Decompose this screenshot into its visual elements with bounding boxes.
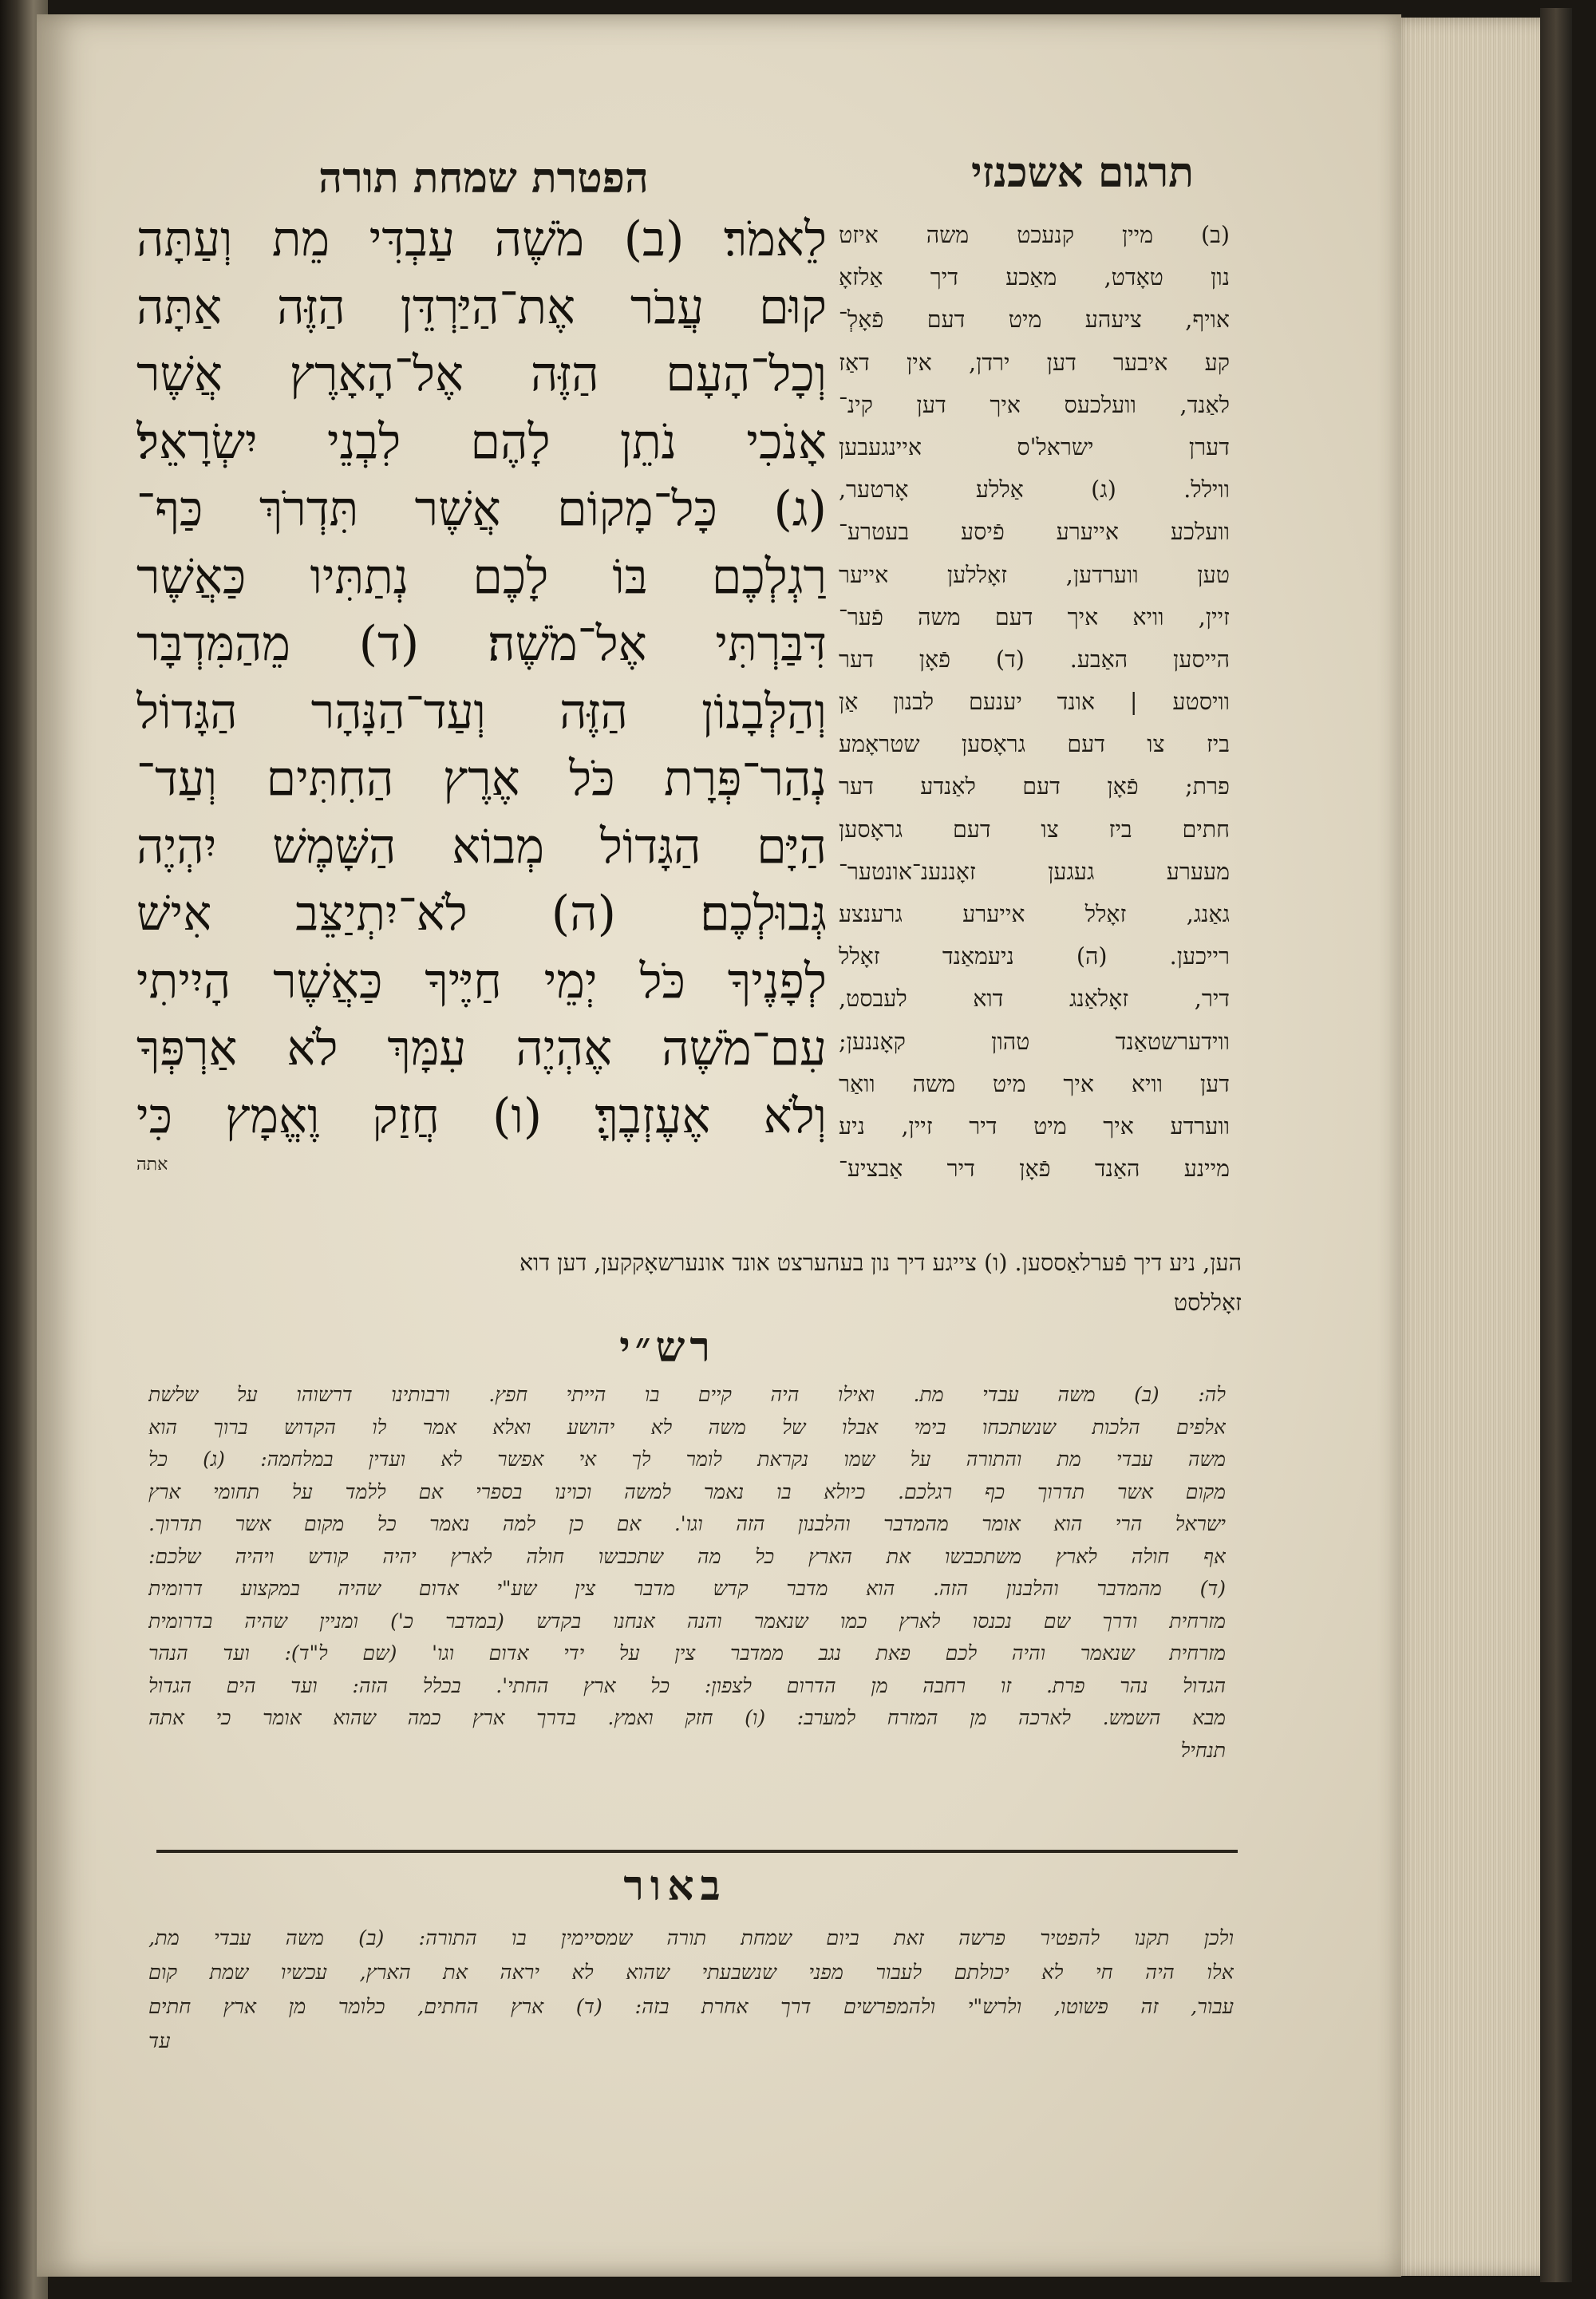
running-head-targum: תרגום אשכנזי <box>971 148 1194 197</box>
translation-line: לאַנד, וועלכעס איך דען קינ־ <box>839 391 1230 418</box>
commentary-line: (ד) מהמדבר והלבנון הזה. הוא מדבר קדש מדבר צין שע"י אדום שהיה במקצוע דרומית <box>148 1577 1226 1600</box>
commentary-line: אלפים הלכות שנשתכחו בימי אבלו של משה לא יהושע ואלא אמר לו הקדוש ברוך הוא <box>148 1415 1226 1439</box>
running-head-haftarah: הפטרת שמחת תורה <box>318 154 649 203</box>
text-line: נְהַר־פְּרָת כֹּל אֶרֶץ הַחִתִּים וְעַד־ <box>136 751 827 807</box>
translation-line: אויף, ציעהע מיט דעם פֿאָלְ־ <box>839 306 1230 334</box>
text-line: קוּם עֲבֹר אֶת־הַיַּרְדֵּן הַזֶּה אַתָּה <box>136 278 827 335</box>
translation-line: מעערע געגען זאָננענ־אונטער־ <box>839 858 1230 885</box>
translation-line: מיינע האַנד פֿאָן דיר אַבציע־ <box>839 1155 1230 1183</box>
commentary-line: לה: (ב) משה עבדי מת. ואילו היה קיים בו הייתי חפץ. ורבותינו דרשוהו על שלשת <box>148 1383 1226 1406</box>
text-line: וְכָל־הָעָם הַזֶּה אֶל־הָאָרֶץ אֲשֶׁר <box>136 346 827 402</box>
translation-line: ווידערשטאַנד טהון קאָננען; <box>839 1028 1230 1055</box>
commentary-line: עד <box>148 2029 171 2053</box>
text-line: וְהַלְּבָנוֹן הַזֶּה וְעַד־הַנָּהָר הַגָּדוֹל <box>136 683 827 740</box>
translation-line: רייכען. (ה) ניעמאַנד זאָלל <box>839 943 1230 970</box>
biur-heading: באור <box>623 1862 727 1910</box>
translation-line: פרת; פֿאָן דעם לאַנדע דער <box>839 773 1230 800</box>
translation-line: ביז צו דעם גראָסען שטראָמע <box>839 731 1230 758</box>
commentary-line: עבור, זה פשוטו, ולרש"י ולהמפרשים דרך אחרת בזה: (ד) ארץ החתים, כלומר מן ארץ חתים <box>148 1995 1234 2019</box>
commentary-line: תנחיל <box>1180 1738 1226 1762</box>
main-hebrew-text <box>136 206 827 1150</box>
translation-line: זאָללסט <box>1173 1290 1242 1316</box>
text-line: לֵאמֹר׃ (ב) מֹשֶׁה עַבְדִּי מֵת וְעַתָּה <box>136 211 827 267</box>
translation-line: הייסען האַבע. (ד) פֿאָן דער <box>839 646 1230 673</box>
commentary-line: אלו היה חי לא יכולתם לעבור מפני שנשבעתי שהוא לא יראה את הארץ, עכשיו שמת קום <box>148 1961 1234 1985</box>
commentary-line: משה עבדי מת והתורה על שמו נקראת לומר לך אי אפשר לא ועדין במלחמה: (ג) כל <box>148 1448 1226 1471</box>
translation-line: דערן ישראל'ס איינגעבען <box>839 433 1230 460</box>
translation-line: (ב) מיין קנעכט משה איזט <box>839 222 1230 248</box>
text-line: גְּבוּלְכֶם׃ (ה) לֹא־יִתְיַצֵּב אִישׁ <box>136 886 827 942</box>
translation-line: גאַנג, זאָלל אייערע גרענצע <box>839 901 1230 927</box>
book-page <box>37 14 1401 2277</box>
rashi-commentary <box>148 1379 1226 1767</box>
section-divider <box>156 1850 1238 1853</box>
text-line: הַיָּם הַגָּדוֹל מְבוֹא הַשָּׁמֶשׁ יִהְיֶה <box>136 818 827 875</box>
commentary-line: מקום אשר תדרוך כף רגלכם. כיולא בו נאמר למשה וכוינו בספרי אם ללמד על תחומי ארץ <box>148 1479 1226 1503</box>
translation-line: דען וויא איך מיט משה וואַר <box>839 1070 1230 1097</box>
yiddish-translation-column <box>839 214 1230 1190</box>
text-line: (ג) כָּל־מָקוֹם אֲשֶׁר תִּדְרֹךְ כַּף־ <box>136 481 827 537</box>
book-cover-edge <box>1540 8 1572 2282</box>
translation-line: זיין, וויא איך דעם משה פֿער־ <box>839 603 1230 630</box>
text-line: לְפָנֶיךָ כֹּל יְמֵי חַיֶּיךָ כַּאֲשֶׁר הָיִיתִי <box>136 953 827 1009</box>
commentary-line: מזרחית ודרך שם נכנסו לארץ כמו שנאמר והנה אנחנו בקדש (במדבר כ') ומניין שהיה בדרומית <box>148 1609 1226 1633</box>
translation-line: נון טאָדט, מאַכע דיך אַלזאָ <box>839 264 1230 291</box>
translation-line: וויסטע | אונד יענעם לבנון אַן <box>839 689 1230 716</box>
page-block-edge <box>1389 18 1548 2276</box>
translation-line: הען, ניע דיך פֿערלאַססען. (ו) צייגע דיך נון בעהערצט אונד אונערשאָקקען, דען דוא <box>519 1250 1242 1276</box>
text-line: וְלֹא אֶעֶזְבֶךָּ׃ (ו) חֲזַק וֶאֱמָץ כִּי <box>136 1088 827 1144</box>
commentary-line: אף חולה לארץ משתכבשו את הארץ כל מה שתכבשו חולה לארץ יהיה קודש ויהיה שלכם: <box>148 1544 1226 1568</box>
commentary-line: מבא השמש. לארכה מן המזרח למערב: (ו) חזק ואמץ. בדרך ארץ כמה שהוא אומר כי אתה <box>148 1706 1226 1729</box>
translation-line: קע איבער דען ירדן, אין דאַז <box>839 349 1230 376</box>
translation-line: וועלכע אייערע פֿיסע בעטרע־ <box>839 519 1230 546</box>
commentary-line: הגדול נהר פרת. זו רחבה מן הדרום לצפון: כל ארץ החתי'. בכלל הזה: ועד הים הגדול <box>148 1673 1226 1697</box>
translation-line: חתים ביז צו דעם גראָסען <box>839 816 1230 843</box>
commentary-line: ישראל הרי הוא אומר מהמדבר והלבנון הזה וגו'. אם כן למה נאמר כל מקום אשר תדרוך. <box>148 1512 1226 1535</box>
text-line: אָנֹכִי נֹתֵן לָהֶם לִבְנֵי יִשְׂרָאֵל׃ <box>136 413 827 470</box>
commentary-line: ולכן תקנו להפטיר פרשה זאת ביום שמחת תורה שמסיימין בו התורה: (ב) משה עבדי מת, <box>148 1926 1234 1950</box>
rashi-heading: רש״י <box>619 1323 715 1372</box>
text-line: דִּבַּרְתִּי אֶל־מֹשֶׁה׃ (ד) מֵהַמִּדְבָּר <box>136 616 827 672</box>
translation-line: טען ווערדען, זאָללען אייער <box>839 561 1230 588</box>
translation-line: ווערדע איך מיט דיר זיין, ניע <box>839 1112 1230 1140</box>
translation-line: ווילל. (ג) אַללע אָרטער, <box>839 476 1230 504</box>
catchword: אתה <box>136 1155 168 1175</box>
yiddish-continuation <box>156 1243 1242 1323</box>
text-line: רַגְלְכֶם בּוֹ לָכֶם נְתַתִּיו כַּאֲשֶׁר <box>136 548 827 605</box>
commentary-line: מזרחית שנאמר והיה לכם פאת נגב ממדבר צין על ידי אדום וגו' (שם ל"ד): ועד הנהר <box>148 1641 1226 1665</box>
text-line: עִם־מֹשֶׁה אֶהְיֶה עִמָּךְ לֹא אַרְפְּךָ <box>136 1021 827 1076</box>
translation-line: דיר, זאָלאַנג דוא לעבסט, <box>839 986 1230 1013</box>
biur-commentary <box>148 1922 1234 2059</box>
